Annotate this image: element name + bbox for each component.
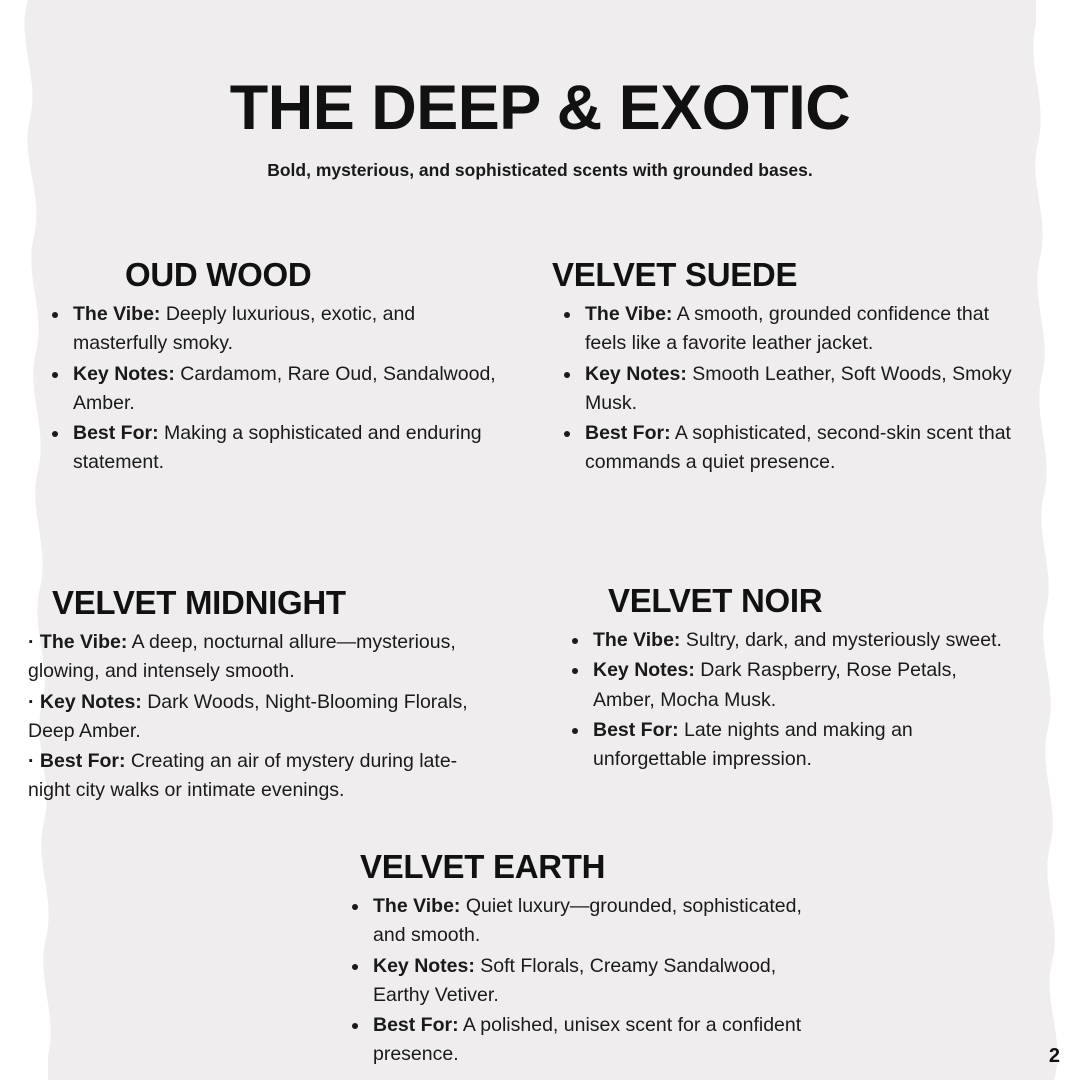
- scent-name: VELVET SUEDE: [552, 256, 798, 293]
- scent-detail-text: Sultry, dark, and mysteriously sweet.: [680, 629, 1002, 651]
- scent-detail-item: [70, 419, 500, 478]
- scent-detail-text: A deep, nocturnal allure—mysterious, glowing, and intensely smooth.: [28, 631, 456, 683]
- scent-detail-label: Best For:: [373, 1014, 459, 1036]
- scent-detail-text: Smooth Leather, Soft Woods, Smoky Musk.: [585, 362, 1012, 414]
- scent-details-list: [28, 628, 498, 806]
- scent-detail-text: Late nights and making an unforgettable impression.: [593, 718, 913, 770]
- scent-name: VELVET NOIR: [608, 582, 823, 619]
- scent-detail-label: The Vibe:: [585, 303, 673, 325]
- scent-card-oud-wood: [40, 256, 500, 479]
- scent-detail-item: [28, 747, 498, 806]
- scent-detail-text: Deeply luxurious, exotic, and masterfully smoky.: [73, 303, 416, 355]
- scent-detail-text: Making a sophisticated and enduring statement.: [73, 422, 482, 474]
- scent-detail-label: Key Notes:: [73, 362, 175, 385]
- scent-name: VELVET EARTH: [360, 848, 606, 885]
- scent-detail-item: [590, 626, 1010, 655]
- scent-detail-item: [28, 628, 498, 687]
- scent-name: OUD WOOD: [125, 256, 312, 293]
- scent-detail-label: Key Notes:: [373, 954, 475, 977]
- scent-card-velvet-earth: [340, 848, 810, 1071]
- scent-detail-label: Best For:: [585, 422, 671, 444]
- scent-detail-text: Quiet luxury—grounded, sophisticated, and smooth.: [373, 895, 802, 947]
- scent-detail-label: Key Notes:: [593, 659, 695, 682]
- scent-detail-label: Key Notes:: [39, 690, 142, 713]
- scent-details-list: [340, 892, 810, 1070]
- scent-detail-text: Dark Woods, Night-Blooming Florals, Deep Amber.: [28, 690, 468, 742]
- scent-detail-text: Creating an air of mystery during late-night city walks or intimate evenings.: [28, 750, 458, 802]
- scent-details-list: [560, 626, 1010, 774]
- scent-detail-label: The Vibe:: [73, 303, 161, 325]
- scent-detail-item: [70, 300, 500, 359]
- scent-detail-item: [370, 952, 810, 1011]
- scent-detail-item: [590, 716, 1010, 775]
- scent-detail-text: Soft Florals, Creamy Sandalwood, Earthy Vetiver.: [373, 954, 777, 1006]
- scent-detail-text: A polished, unisex scent for a confident presence.: [373, 1014, 802, 1066]
- scent-detail-label: Best For:: [593, 718, 679, 741]
- scent-details-list: [552, 300, 1012, 478]
- scent-name: VELVET MIDNIGHT: [52, 584, 346, 621]
- scent-details-list: [40, 300, 500, 478]
- scent-card-velvet-suede: [552, 256, 1012, 479]
- scent-detail-text: A smooth, grounded confidence that feels like a favorite leather jacket.: [585, 303, 989, 355]
- scent-detail-item: [70, 360, 500, 419]
- scent-detail-label: Best For:: [73, 422, 159, 444]
- scent-card-velvet-midnight: [28, 584, 498, 807]
- scent-card-velvet-noir: [560, 582, 1010, 775]
- scent-detail-item: [582, 419, 1012, 478]
- scent-detail-label: The Vibe:: [39, 631, 128, 653]
- scent-detail-label: The Vibe:: [593, 629, 681, 651]
- scent-detail-text: A sophisticated, second-skin scent that commands a quiet presence.: [585, 422, 1011, 474]
- page-title: THE DEEP & EXOTIC: [229, 73, 851, 143]
- scent-detail-item: [590, 656, 1010, 715]
- scent-detail-label: Best For:: [39, 750, 126, 772]
- scent-detail-item: [370, 892, 810, 951]
- scent-detail-label: Key Notes:: [585, 362, 687, 385]
- scent-detail-label: The Vibe:: [373, 895, 461, 917]
- scent-detail-item: [582, 300, 1012, 359]
- scent-detail-text: Cardamom, Rare Oud, Sandalwood, Amber.: [73, 362, 496, 414]
- scent-detail-item: [28, 688, 498, 747]
- page-number: 2: [1048, 1045, 1060, 1067]
- page-subtitle: Bold, mysterious, and sophisticated scents with grounded bases.: [267, 160, 813, 180]
- scent-detail-item: [582, 360, 1012, 419]
- scent-detail-text: Dark Raspberry, Rose Petals, Amber, Mocha Musk.: [593, 659, 957, 711]
- scent-detail-item: [370, 1011, 810, 1070]
